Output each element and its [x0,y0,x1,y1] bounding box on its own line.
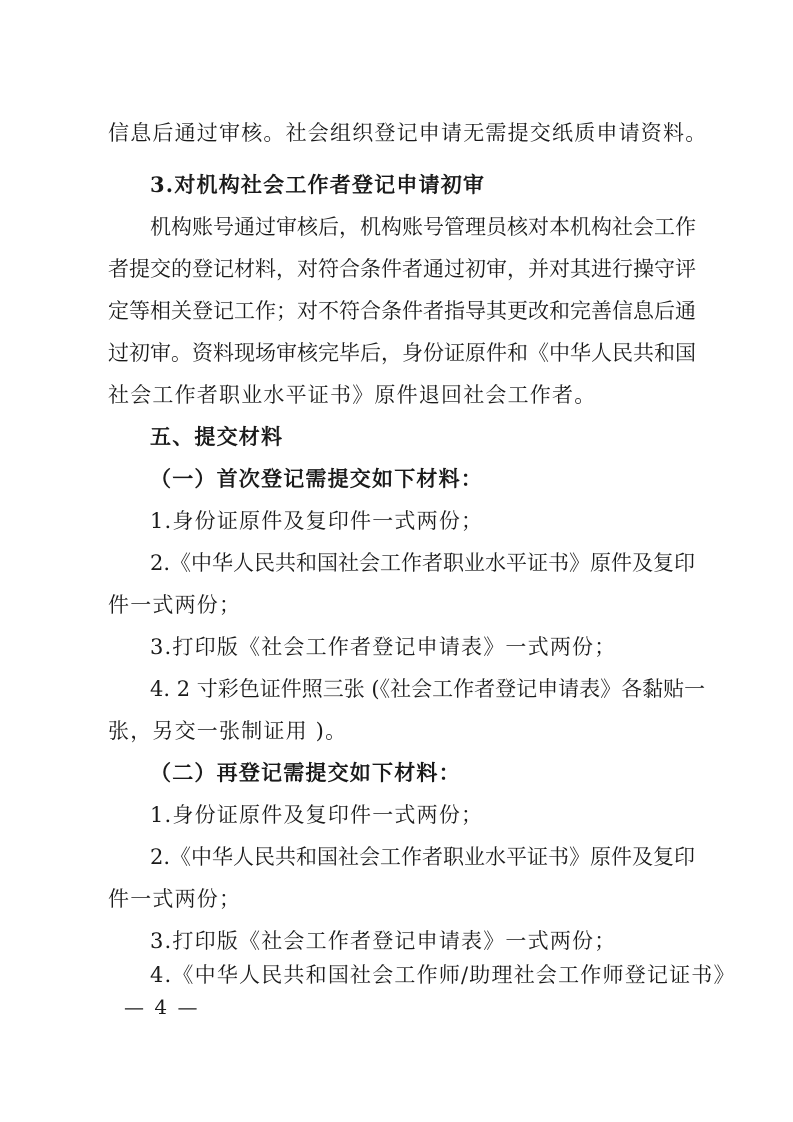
list-item-continuation: 件一式两份； [108,887,242,911]
list-item-continuation: 张，另交一张制证用 )。 [108,719,348,743]
paragraph-line: 社会工作者职业水平证书》原件退回社会工作者。 [108,383,597,407]
page-number: — 4 — [124,995,200,1019]
list-item: 1.身份证原件及复印件一式两份； [150,803,484,827]
paragraph-line: 定等相关登记工作；对不符合条件者指导其更改和完善信息后通 [108,299,696,323]
paragraph-line: 机构账号通过审核后，机构账号管理员核对本机构社会工作 [150,215,696,239]
section-heading: 3.对机构社会工作者登记申请初审 [150,172,486,197]
paragraph-line: 信息后通过审核。社会组织登记申请无需提交纸质申请资料。 [108,121,708,145]
list-item: 3.打印版《社会工作者登记申请表》一式两份； [150,929,617,953]
section-heading: 五、提交材料 [150,424,284,449]
list-item: 2.《中华人民共和国社会工作者职业水平证书》原件及复印 [150,845,696,869]
subsection-heading: （二）再登记需提交如下材料： [150,760,461,785]
paragraph-line: 过初审。资料现场审核完毕后，身份证原件和《中华人民共和国 [108,341,696,365]
list-item: 4.《中华人民共和国社会工作师/助理社会工作师登记证书》 [150,963,736,987]
subsection-heading: （一）首次登记需提交如下材料： [150,466,483,491]
list-item: 4. 2 寸彩色证件照三张 (《社会工作者登记申请表》各黏贴一 [150,677,706,701]
paragraph-line: 者提交的登记材料，对符合条件者通过初审，并对其进行操守评 [108,257,696,281]
list-item-continuation: 件一式两份； [108,593,242,617]
list-item: 1.身份证原件及复印件一式两份； [150,509,484,533]
list-item: 2.《中华人民共和国社会工作者职业水平证书》原件及复印 [150,551,696,575]
list-item: 3.打印版《社会工作者登记申请表》一式两份； [150,635,617,659]
